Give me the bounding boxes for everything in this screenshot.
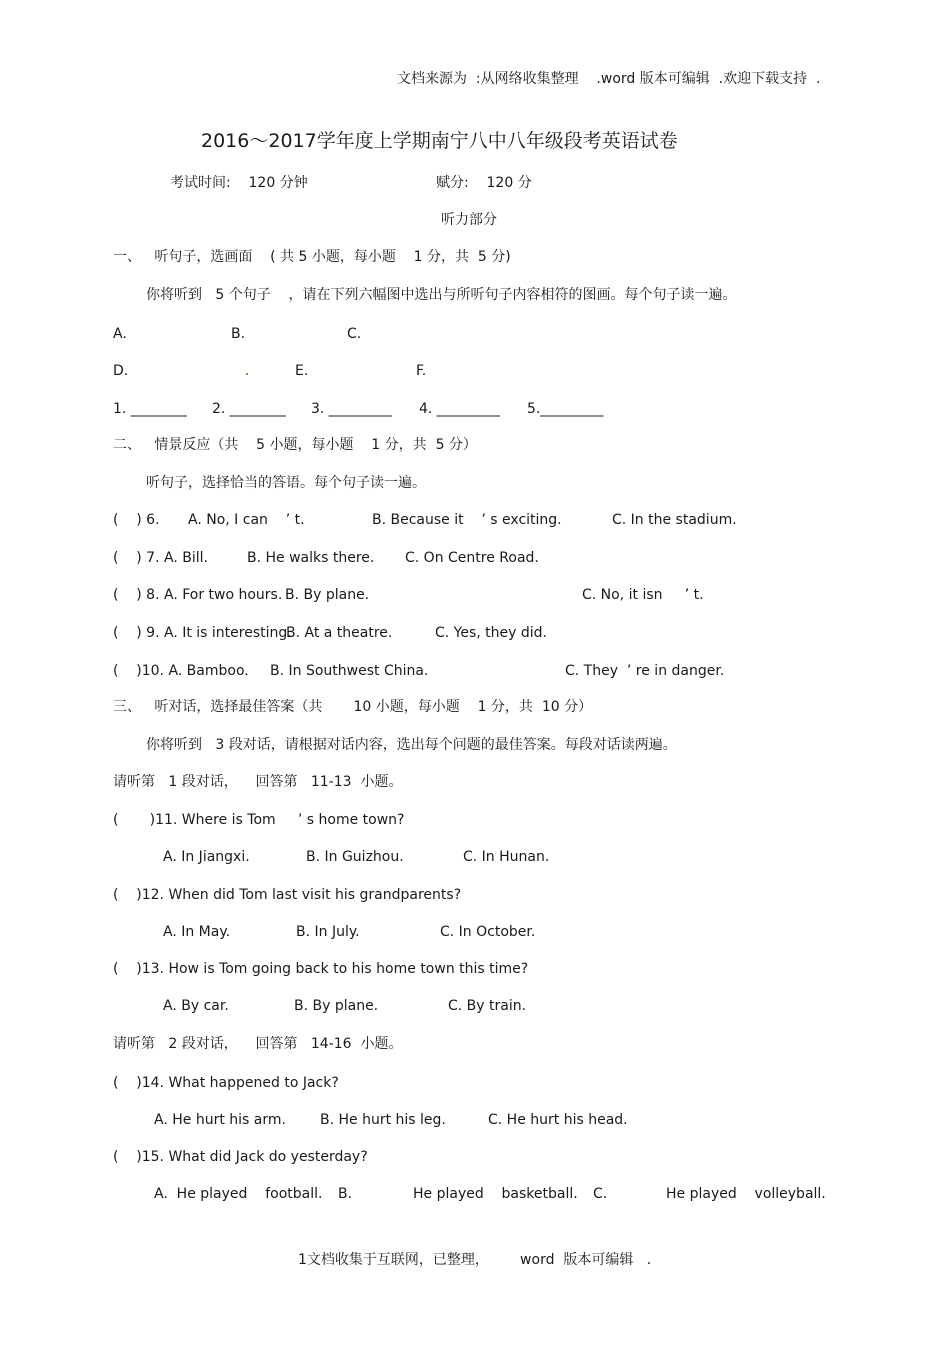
question-11-option-c: C. In Hunan.: [463, 849, 550, 865]
part1-heading: 一、 听句子，选画面 ( 共 5 小题，每小题 1 分，共 5 分): [113, 249, 511, 265]
question-8-number: ( ) 8. A. For two hours.: [113, 587, 283, 603]
answer-blank-4: 4. _________: [419, 401, 500, 417]
exam-score: 赋分: 120 分: [436, 175, 532, 191]
question-12-option-b: B. In July.: [296, 924, 360, 940]
question-10-option-c: C. They ’ re in danger.: [565, 663, 725, 679]
scan-speck: [246, 373, 248, 375]
question-7-number: ( ) 7. A. Bill.: [113, 550, 208, 566]
question-9-option-c: C. Yes, they did.: [435, 625, 547, 641]
question-15-option-a: A. He played football.: [154, 1186, 323, 1202]
dialog-1-intro: 请听第 1 段对话， 回答第 11-13 小题。: [113, 774, 403, 790]
question-6-number: ( ) 6.: [113, 512, 160, 528]
question-11-option-a: A. In Jiangxi.: [163, 849, 250, 865]
question-14-option-a: A. He hurt his arm.: [154, 1112, 286, 1128]
question-6-option-c: C. In the stadium.: [612, 512, 737, 528]
picture-label-f: F.: [416, 363, 427, 379]
question-9-option-b: B. At a theatre.: [286, 625, 393, 641]
part3-heading: 三、 听对话，选择最佳答案（共 10 小题，每小题 1 分，共 10 分）: [113, 699, 593, 715]
question-13-option-a: A. By car.: [163, 998, 229, 1014]
question-12-option-c: C. In October.: [440, 924, 536, 940]
header-note: 文档来源为 :从网络收集整理 .word 版本可编辑 .欢迎下载支持 .: [397, 71, 821, 87]
question-6-option-b: B. Because it ’ s exciting.: [372, 512, 562, 528]
question-10-number: ( )10. A. Bamboo.: [113, 663, 249, 679]
part3-instruction: 你将听到 3 段对话，请根据对话内容，选出每个问题的最佳答案。每段对话读两遍。: [146, 737, 677, 753]
question-11: ( )11. Where is Tom ’ s home town?: [113, 812, 405, 828]
picture-label-c: C.: [347, 326, 362, 342]
question-13: ( )13. How is Tom going back to his home town this time?: [113, 961, 529, 977]
answer-blank-5: 5._________: [527, 401, 604, 417]
answer-blank-1: 1. ________: [113, 401, 187, 417]
part1-instruction: 你将听到 5 个句子 ，请在下列六幅图中选出与所听句子内容相符的图画。每个句子读一遍。: [146, 287, 737, 303]
question-6-option-a: A. No, I can ’ t.: [188, 512, 305, 528]
question-12-option-a: A. In May.: [163, 924, 231, 940]
question-15-option-b-text: He played basketball.: [413, 1186, 578, 1202]
question-15-option-c-text: He played volleyball.: [666, 1186, 826, 1202]
answer-blank-2: 2. ________: [212, 401, 286, 417]
question-7-option-c: C. On Centre Road.: [405, 550, 539, 566]
question-15: ( )15. What did Jack do yesterday?: [113, 1149, 368, 1165]
question-13-option-b: B. By plane.: [294, 998, 379, 1014]
page-title: 2016～2017学年度上学期南宁八中八年级段考英语试卷: [201, 130, 678, 152]
dialog-2-intro: 请听第 2 段对话， 回答第 14-16 小题。: [113, 1036, 403, 1052]
question-14-option-c: C. He hurt his head.: [488, 1112, 628, 1128]
question-12: ( )12. When did Tom last visit his grandparents?: [113, 887, 462, 903]
question-13-option-c: C. By train.: [448, 998, 527, 1014]
picture-label-e: E.: [295, 363, 309, 379]
page-footer: 1文档收集于互联网，已整理， word 版本可编辑 .: [298, 1252, 652, 1268]
exam-time: 考试时间: 120 分钟: [170, 175, 308, 191]
question-8-option-b: B. By plane.: [285, 587, 370, 603]
question-10-option-b: B. In Southwest China.: [270, 663, 429, 679]
question-15-option-c-letter: C.: [593, 1186, 608, 1202]
question-11-option-b: B. In Guizhou.: [306, 849, 404, 865]
question-14-option-b: B. He hurt his leg.: [320, 1112, 446, 1128]
answer-blank-3: 3. _________: [311, 401, 392, 417]
part2-instruction: 听句子，选择恰当的答语。每个句子读一遍。: [146, 475, 426, 491]
question-14: ( )14. What happened to Jack?: [113, 1075, 339, 1091]
section-listening: 听力部分: [441, 212, 497, 228]
question-8-option-c: C. No, it isn ’ t.: [582, 587, 704, 603]
part2-heading: 二、 情景反应（共 5 小题，每小题 1 分，共 5 分）: [113, 437, 477, 453]
question-7-option-b: B. He walks there.: [247, 550, 375, 566]
question-15-option-b-letter: B.: [338, 1186, 353, 1202]
picture-label-b: B.: [231, 326, 246, 342]
picture-label-d: D.: [113, 363, 129, 379]
question-9-number: ( ) 9. A. It is interesting.: [113, 625, 292, 641]
picture-label-a: A.: [113, 326, 127, 342]
